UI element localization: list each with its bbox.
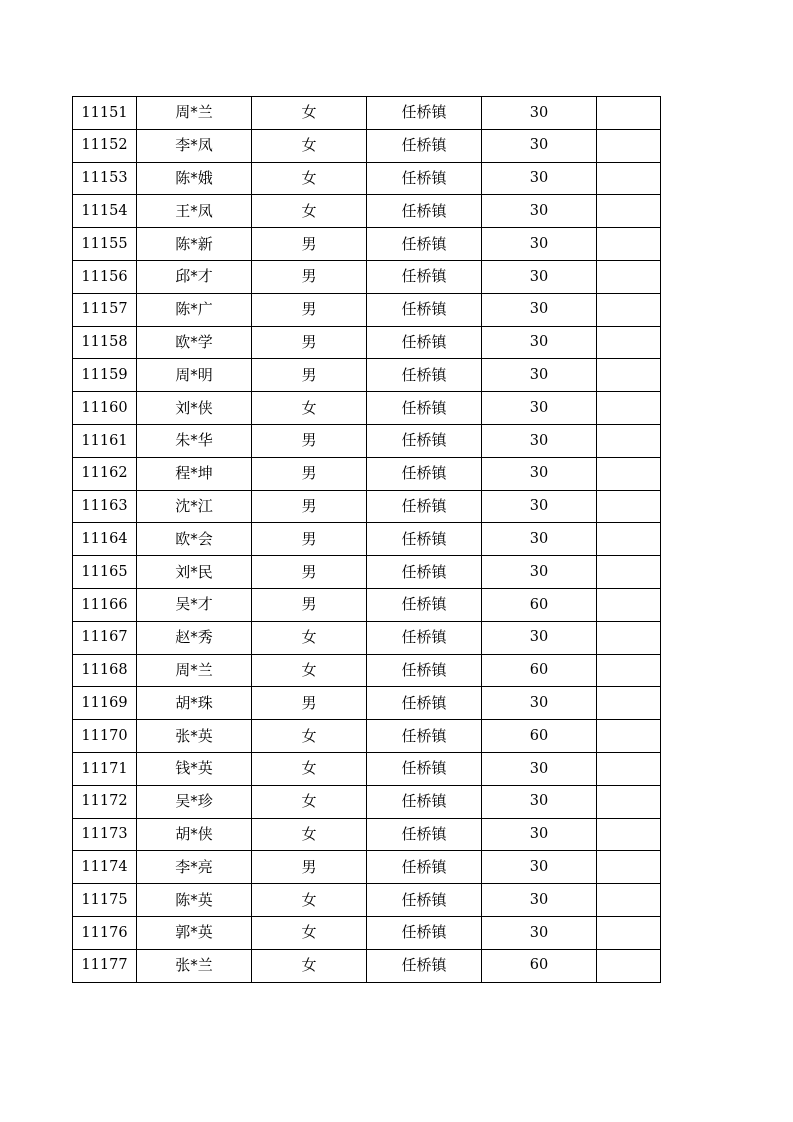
name-cell: 王*凤 — [137, 195, 252, 228]
town-cell: 任桥镇 — [367, 97, 482, 130]
table-row — [73, 195, 661, 228]
name-cell: 刘*侠 — [137, 392, 252, 425]
note-cell — [597, 195, 661, 228]
table-row — [73, 162, 661, 195]
row-id-cell: 11164 — [73, 523, 137, 556]
table-row — [73, 523, 661, 556]
name-cell: 郭*英 — [137, 916, 252, 949]
roster-table — [72, 96, 661, 983]
row-id-cell: 11173 — [73, 818, 137, 851]
gender-cell: 女 — [252, 162, 367, 195]
name-cell: 陈*娥 — [137, 162, 252, 195]
row-id-cell: 11158 — [73, 326, 137, 359]
name-cell: 陈*英 — [137, 884, 252, 917]
name-cell: 张*英 — [137, 720, 252, 753]
name-cell: 朱*华 — [137, 424, 252, 457]
amount-cell: 30 — [482, 129, 597, 162]
town-cell: 任桥镇 — [367, 457, 482, 490]
note-cell — [597, 457, 661, 490]
gender-cell: 女 — [252, 916, 367, 949]
amount-cell: 30 — [482, 556, 597, 589]
name-cell: 吴*珍 — [137, 785, 252, 818]
note-cell — [597, 523, 661, 556]
table-row — [73, 621, 661, 654]
amount-cell: 30 — [482, 326, 597, 359]
table-row — [73, 588, 661, 621]
town-cell: 任桥镇 — [367, 916, 482, 949]
town-cell: 任桥镇 — [367, 556, 482, 589]
gender-cell: 男 — [252, 588, 367, 621]
amount-cell: 30 — [482, 260, 597, 293]
row-id-cell: 11155 — [73, 228, 137, 261]
table-row — [73, 720, 661, 753]
table-row — [73, 949, 661, 982]
town-cell: 任桥镇 — [367, 392, 482, 425]
town-cell: 任桥镇 — [367, 785, 482, 818]
row-id-cell: 11159 — [73, 359, 137, 392]
note-cell — [597, 129, 661, 162]
gender-cell: 女 — [252, 97, 367, 130]
table-row — [73, 326, 661, 359]
note-cell — [597, 949, 661, 982]
note-cell — [597, 851, 661, 884]
row-id-cell: 11153 — [73, 162, 137, 195]
gender-cell: 女 — [252, 129, 367, 162]
note-cell — [597, 818, 661, 851]
name-cell: 陈*新 — [137, 228, 252, 261]
town-cell: 任桥镇 — [367, 851, 482, 884]
name-cell: 邱*才 — [137, 260, 252, 293]
roster-body — [73, 97, 661, 983]
table-row — [73, 851, 661, 884]
row-id-cell: 11169 — [73, 687, 137, 720]
town-cell: 任桥镇 — [367, 326, 482, 359]
table-row — [73, 392, 661, 425]
row-id-cell: 11172 — [73, 785, 137, 818]
town-cell: 任桥镇 — [367, 359, 482, 392]
amount-cell: 30 — [482, 818, 597, 851]
town-cell: 任桥镇 — [367, 818, 482, 851]
table-row — [73, 884, 661, 917]
amount-cell: 30 — [482, 359, 597, 392]
amount-cell: 60 — [482, 949, 597, 982]
gender-cell: 女 — [252, 949, 367, 982]
table-row — [73, 424, 661, 457]
gender-cell: 男 — [252, 359, 367, 392]
town-cell: 任桥镇 — [367, 654, 482, 687]
row-id-cell: 11151 — [73, 97, 137, 130]
name-cell: 陈*广 — [137, 293, 252, 326]
note-cell — [597, 720, 661, 753]
amount-cell: 30 — [482, 916, 597, 949]
row-id-cell: 11166 — [73, 588, 137, 621]
town-cell: 任桥镇 — [367, 260, 482, 293]
note-cell — [597, 556, 661, 589]
name-cell: 沈*江 — [137, 490, 252, 523]
note-cell — [597, 293, 661, 326]
name-cell: 胡*侠 — [137, 818, 252, 851]
gender-cell: 女 — [252, 818, 367, 851]
row-id-cell: 11174 — [73, 851, 137, 884]
table-row — [73, 687, 661, 720]
name-cell: 吴*才 — [137, 588, 252, 621]
note-cell — [597, 162, 661, 195]
gender-cell: 男 — [252, 326, 367, 359]
row-id-cell: 11165 — [73, 556, 137, 589]
note-cell — [597, 752, 661, 785]
name-cell: 欧*会 — [137, 523, 252, 556]
town-cell: 任桥镇 — [367, 195, 482, 228]
gender-cell: 女 — [252, 884, 367, 917]
amount-cell: 30 — [482, 424, 597, 457]
row-id-cell: 11168 — [73, 654, 137, 687]
note-cell — [597, 392, 661, 425]
gender-cell: 女 — [252, 752, 367, 785]
name-cell: 胡*珠 — [137, 687, 252, 720]
row-id-cell: 11156 — [73, 260, 137, 293]
table-row — [73, 556, 661, 589]
gender-cell: 女 — [252, 785, 367, 818]
table-row — [73, 785, 661, 818]
gender-cell: 男 — [252, 228, 367, 261]
name-cell: 周*兰 — [137, 97, 252, 130]
gender-cell: 男 — [252, 260, 367, 293]
amount-cell: 30 — [482, 523, 597, 556]
table-row — [73, 654, 661, 687]
row-id-cell: 11152 — [73, 129, 137, 162]
town-cell: 任桥镇 — [367, 621, 482, 654]
amount-cell: 60 — [482, 720, 597, 753]
table-row — [73, 97, 661, 130]
note-cell — [597, 490, 661, 523]
table-row — [73, 457, 661, 490]
note-cell — [597, 228, 661, 261]
name-cell: 刘*民 — [137, 556, 252, 589]
note-cell — [597, 97, 661, 130]
amount-cell: 30 — [482, 884, 597, 917]
amount-cell: 30 — [482, 195, 597, 228]
amount-cell: 30 — [482, 785, 597, 818]
gender-cell: 男 — [252, 851, 367, 884]
amount-cell: 60 — [482, 588, 597, 621]
row-id-cell: 11163 — [73, 490, 137, 523]
gender-cell: 女 — [252, 195, 367, 228]
amount-cell: 30 — [482, 490, 597, 523]
row-id-cell: 11157 — [73, 293, 137, 326]
row-id-cell: 11171 — [73, 752, 137, 785]
row-id-cell: 11154 — [73, 195, 137, 228]
name-cell: 欧*学 — [137, 326, 252, 359]
gender-cell: 男 — [252, 293, 367, 326]
name-cell: 张*兰 — [137, 949, 252, 982]
name-cell: 程*坤 — [137, 457, 252, 490]
amount-cell: 30 — [482, 851, 597, 884]
table-row — [73, 228, 661, 261]
gender-cell: 男 — [252, 424, 367, 457]
amount-cell: 30 — [482, 457, 597, 490]
table-row — [73, 293, 661, 326]
town-cell: 任桥镇 — [367, 752, 482, 785]
note-cell — [597, 654, 661, 687]
town-cell: 任桥镇 — [367, 687, 482, 720]
note-cell — [597, 884, 661, 917]
gender-cell: 男 — [252, 490, 367, 523]
amount-cell: 30 — [482, 162, 597, 195]
note-cell — [597, 588, 661, 621]
note-cell — [597, 621, 661, 654]
town-cell: 任桥镇 — [367, 293, 482, 326]
town-cell: 任桥镇 — [367, 162, 482, 195]
row-id-cell: 11177 — [73, 949, 137, 982]
table-row — [73, 490, 661, 523]
note-cell — [597, 687, 661, 720]
amount-cell: 30 — [482, 687, 597, 720]
town-cell: 任桥镇 — [367, 949, 482, 982]
town-cell: 任桥镇 — [367, 129, 482, 162]
table-row — [73, 359, 661, 392]
row-id-cell: 11160 — [73, 392, 137, 425]
note-cell — [597, 916, 661, 949]
amount-cell: 30 — [482, 97, 597, 130]
name-cell: 李*亮 — [137, 851, 252, 884]
row-id-cell: 11161 — [73, 424, 137, 457]
town-cell: 任桥镇 — [367, 424, 482, 457]
note-cell — [597, 424, 661, 457]
row-id-cell: 11167 — [73, 621, 137, 654]
amount-cell: 30 — [482, 621, 597, 654]
row-id-cell: 11162 — [73, 457, 137, 490]
town-cell: 任桥镇 — [367, 490, 482, 523]
table-row — [73, 818, 661, 851]
gender-cell: 男 — [252, 687, 367, 720]
amount-cell: 30 — [482, 228, 597, 261]
name-cell: 钱*英 — [137, 752, 252, 785]
gender-cell: 女 — [252, 720, 367, 753]
town-cell: 任桥镇 — [367, 588, 482, 621]
note-cell — [597, 260, 661, 293]
row-id-cell: 11176 — [73, 916, 137, 949]
amount-cell: 30 — [482, 293, 597, 326]
table-row — [73, 260, 661, 293]
name-cell: 李*凤 — [137, 129, 252, 162]
town-cell: 任桥镇 — [367, 884, 482, 917]
name-cell: 周*明 — [137, 359, 252, 392]
amount-cell: 60 — [482, 654, 597, 687]
row-id-cell: 11175 — [73, 884, 137, 917]
table-row — [73, 916, 661, 949]
town-cell: 任桥镇 — [367, 228, 482, 261]
gender-cell: 男 — [252, 457, 367, 490]
gender-cell: 女 — [252, 654, 367, 687]
gender-cell: 男 — [252, 523, 367, 556]
table-row — [73, 752, 661, 785]
name-cell: 赵*秀 — [137, 621, 252, 654]
gender-cell: 男 — [252, 556, 367, 589]
row-id-cell: 11170 — [73, 720, 137, 753]
town-cell: 任桥镇 — [367, 523, 482, 556]
gender-cell: 女 — [252, 621, 367, 654]
gender-cell: 女 — [252, 392, 367, 425]
note-cell — [597, 785, 661, 818]
table-row — [73, 129, 661, 162]
town-cell: 任桥镇 — [367, 720, 482, 753]
note-cell — [597, 359, 661, 392]
amount-cell: 30 — [482, 392, 597, 425]
amount-cell: 30 — [482, 752, 597, 785]
note-cell — [597, 326, 661, 359]
name-cell: 周*兰 — [137, 654, 252, 687]
